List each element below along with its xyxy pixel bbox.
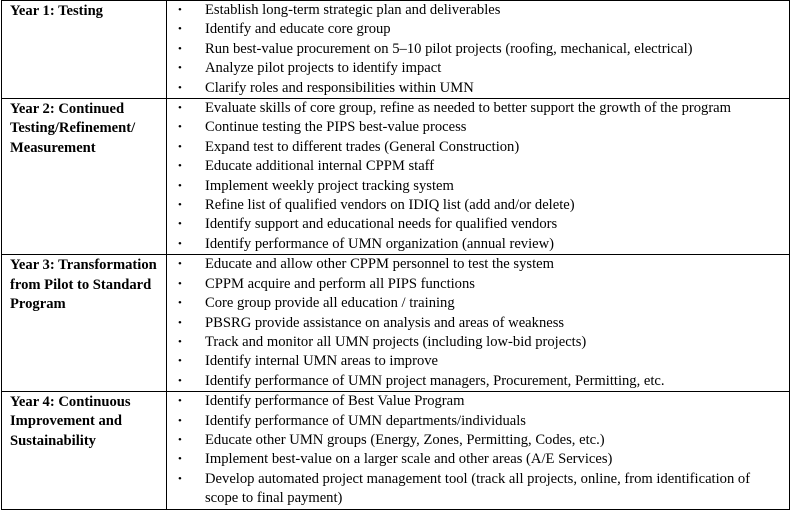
table-row-year-1 bbox=[2, 1, 790, 99]
bullet-icon: • bbox=[178, 218, 182, 231]
list-item: • Evaluate skills of core group, refine as needed to better support the growth of the program bbox=[167, 99, 789, 118]
bullet-icon: • bbox=[178, 121, 182, 134]
list-item: • Implement weekly project tracking system bbox=[167, 177, 789, 196]
bullet-icon: • bbox=[178, 199, 182, 212]
list-item: • Educate additional internal CPPM staff bbox=[167, 157, 789, 176]
bullet-icon: • bbox=[178, 81, 182, 94]
bullet-icon: • bbox=[178, 374, 182, 387]
bullet-icon: • bbox=[178, 179, 182, 192]
bullet-icon: • bbox=[178, 355, 182, 368]
year-1-heading: Year 1: Testing bbox=[2, 1, 167, 99]
bullet-icon: • bbox=[178, 433, 182, 446]
year-3-heading: Year 3: Transformation from Pilot to Standard Program bbox=[2, 255, 167, 392]
list-item: • Develop automated project management tool (track all projects, online, from identification of scope to final payment) bbox=[178, 470, 751, 507]
bullet-icon: • bbox=[178, 23, 182, 36]
bullet-icon: • bbox=[178, 237, 182, 250]
year-3-items bbox=[167, 255, 790, 392]
list-item: • Educate and allow other CPPM personnel to test the system bbox=[167, 255, 789, 274]
year-2-items bbox=[167, 99, 790, 255]
year-4-heading: Year 4: Continuous Improvement and Sustainability bbox=[2, 392, 167, 509]
list-item: • Refine list of qualified vendors on IDIQ list (add and/or delete) bbox=[167, 196, 789, 215]
list-item: • Analyze pilot projects to identify impact bbox=[167, 59, 789, 78]
table-row-year-2 bbox=[2, 99, 790, 255]
bullet-icon: • bbox=[178, 258, 182, 271]
bullet-icon: • bbox=[178, 395, 182, 408]
table-row-year-4 bbox=[2, 392, 790, 509]
list-item: • Identify performance of UMN project managers, Procurement, Permitting, etc. bbox=[167, 372, 789, 391]
list-item: • PBSRG provide assistance on analysis and areas of weakness bbox=[167, 314, 789, 333]
list-item: • Identify and educate core group bbox=[167, 20, 789, 39]
implementation-plan-table bbox=[1, 0, 790, 510]
bullet-icon: • bbox=[178, 160, 182, 173]
bullet-icon: • bbox=[178, 277, 182, 290]
list-item: • Identify performance of Best Value Program bbox=[167, 392, 789, 411]
bullet-icon: • bbox=[178, 102, 182, 115]
list-item: • Run best-value procurement on 5–10 pilot projects (roofing, mechanical, electrical) bbox=[167, 40, 789, 59]
list-item: • Track and monitor all UMN projects (including low-bid projects) bbox=[167, 333, 789, 352]
list-item: • Establish long-term strategic plan and deliverables bbox=[167, 1, 789, 20]
list-item: • Expand test to different trades (General Construction) bbox=[167, 138, 789, 157]
bullet-icon: • bbox=[178, 62, 182, 75]
bullet-icon: • bbox=[178, 4, 182, 16]
table-row-year-3 bbox=[2, 255, 790, 392]
list-item: • Clarify roles and responsibilities within UMN bbox=[167, 79, 789, 98]
bullet-icon: • bbox=[178, 316, 182, 329]
list-item: • CPPM acquire and perform all PIPS functions bbox=[167, 275, 789, 294]
list-item: • Core group provide all education / training bbox=[167, 294, 789, 313]
bullet-icon: • bbox=[178, 42, 182, 55]
year-2-heading: Year 2: Continued Testing/Refinement/ Measurement bbox=[2, 99, 167, 255]
list-item: • Continue testing the PIPS best-value process bbox=[167, 118, 789, 137]
list-item: • Implement best-value on a larger scale and other areas (A/E Services) bbox=[167, 450, 789, 469]
list-item: • Identify support and educational needs for qualified vendors bbox=[167, 215, 789, 234]
list-item: • Educate other UMN groups (Energy, Zones, Permitting, Codes, etc.) bbox=[167, 431, 789, 450]
bullet-icon: • bbox=[178, 140, 182, 153]
list-item: • Identify internal UMN areas to improve bbox=[167, 352, 789, 371]
bullet-icon: • bbox=[178, 297, 182, 310]
year-1-items bbox=[167, 1, 790, 99]
bullet-icon: • bbox=[178, 414, 182, 427]
bullet-icon: • bbox=[178, 453, 182, 466]
bullet-icon: • bbox=[178, 335, 182, 348]
year-4-items bbox=[167, 392, 790, 509]
bullet-icon: • bbox=[178, 472, 182, 485]
list-item: • Identify performance of UMN departments/individuals bbox=[167, 412, 789, 431]
list-item: • Identify performance of UMN organization (annual review) bbox=[167, 235, 789, 254]
